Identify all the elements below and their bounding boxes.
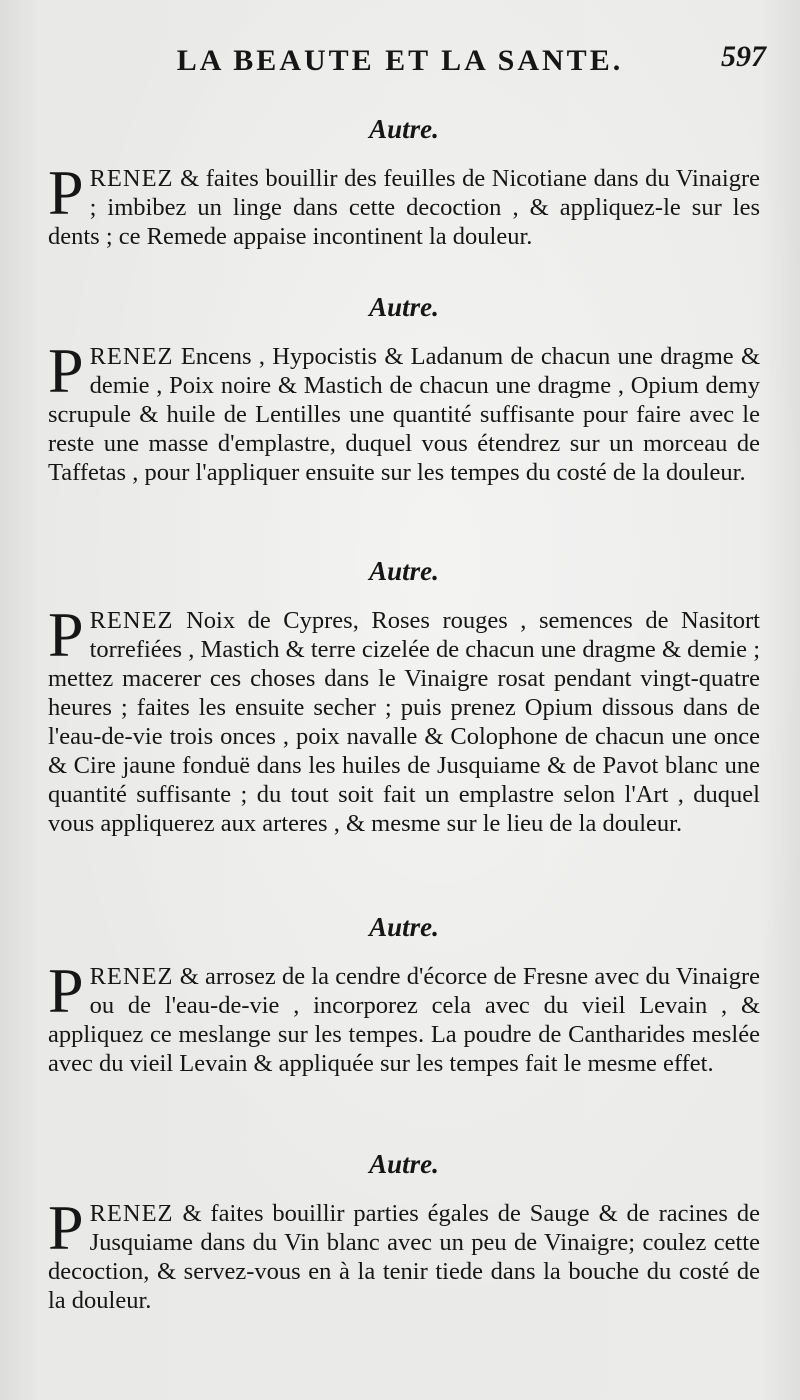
- lead-word: RENEZ: [89, 607, 174, 634]
- recipe-section-1: [48, 110, 760, 251]
- recipe-section-3: [48, 552, 760, 838]
- section-title: Autre.: [369, 1149, 439, 1179]
- section-body: [48, 599, 760, 838]
- drop-cap: P: [48, 599, 84, 670]
- section-title: Autre.: [369, 114, 439, 144]
- drop-cap: P: [48, 335, 84, 406]
- drop-cap: P: [48, 1192, 84, 1263]
- section-text: & arrosez de la cendre d'écorce de Fresne avec du Vinaigre ou de l'eau-de-vie , incorporez cela avec du vieil Levain , & appliquez ce meslange sur les tempes. La poudre de Cantharides meslée avec du vieil Levain & appliquée sur les tempes fait le mesme effet.: [48, 963, 760, 1077]
- lead-word: RENEZ: [89, 343, 174, 370]
- section-text: & faites bouillir parties égales de Sauge & de racines de Jusquiame dans du Vin blanc avec un peu de Vinaigre; coulez cette decoction, & servez-vous en à la tenir tiede dans la bouche du costé de la douleur.: [48, 1200, 761, 1314]
- lead-word: RENEZ: [89, 1200, 174, 1227]
- drop-cap: P: [48, 955, 84, 1026]
- section-body: [48, 955, 760, 1078]
- section-title: Autre.: [369, 556, 439, 586]
- section-body: [48, 157, 761, 251]
- recipe-section-4: [48, 908, 760, 1078]
- page-number: 597: [721, 40, 766, 73]
- section-text: Encens , Hypocistis & Ladanum de chacun une dragme & demie , Poix noire & Mastich de chacun une dragme , Opium demy scrupule & huile de Lentilles une quantité suffisante pour faire avec le reste une masse d'emplastre, duquel vous étendrez sur un morceau de Taffetas , pour l'appliquer ensuite sur les tempes du costé de la douleur.: [48, 343, 760, 486]
- section-text: & faites bouillir des feuilles de Nicotiane dans du Vinaigre ; imbibez un linge dans cette decoction , & appliquez-le sur les dents ; ce Remede appaise incontinent la douleur.: [48, 165, 761, 250]
- lead-word: RENEZ: [89, 165, 174, 192]
- section-body: [48, 335, 760, 487]
- section-text: Noix de Cypres, Roses rouges , semences de Nasitort torrefiées , Mastich & terre cizelée de chacun une dragme & demie ; mettez macerer ces choses dans le Vinaigre rosat pendant vingt-quatre heures ; faites les ensuite secher ; puis prenez Opium dissous dans de l'eau-de-vie trois onces , poix navalle & Colophone de chacun une once & Cire jaune fonduë dans les huiles de Jusquiame & de Pavot blanc une quantité suffisante ; du tout soit fait un emplastre selon l'Art , duquel vous appliquerez aux arteres , & mesme sur le lieu de la douleur.: [48, 607, 760, 837]
- running-title: LA BEAUTE ET LA SANTE.: [176, 44, 624, 77]
- drop-cap: P: [48, 157, 84, 228]
- recipe-section-5: [48, 1145, 760, 1315]
- recipe-section-2: [48, 288, 760, 487]
- section-body: [48, 1192, 761, 1315]
- section-title: Autre.: [369, 292, 439, 322]
- section-title: Autre.: [369, 912, 439, 942]
- lead-word: RENEZ: [89, 963, 174, 990]
